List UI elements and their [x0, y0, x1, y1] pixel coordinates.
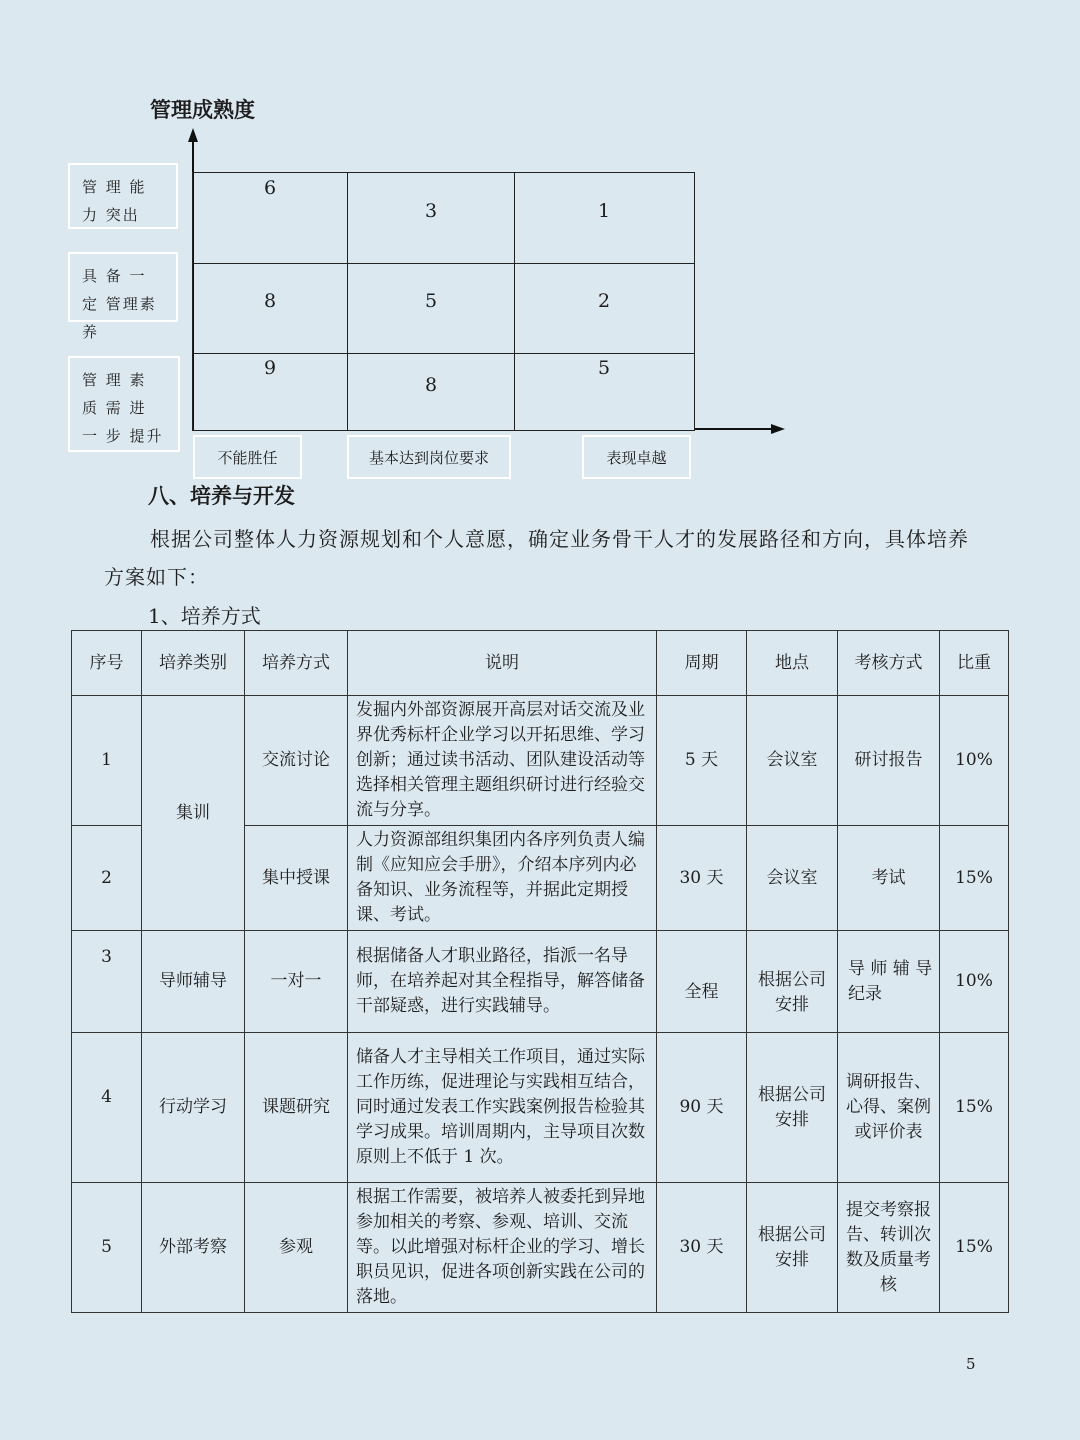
col-label-meets-requirements: 基本达到岗位要求 [347, 435, 511, 479]
header-cell: 周期 [657, 631, 747, 696]
cell-no: 4 [72, 1033, 142, 1183]
matrix-cell: 2 [597, 290, 611, 312]
cell-period: 90 天 [657, 1033, 747, 1183]
matrix-cell: 9 [263, 357, 277, 379]
cell-category: 行动学习 [142, 1033, 245, 1183]
cell-method: 参观 [245, 1183, 348, 1313]
header-cell: 比重 [940, 631, 1009, 696]
cell-place: 根据公司安排 [747, 1183, 838, 1313]
table-row [72, 931, 1009, 1033]
col-label-excellent: 表现卓越 [582, 435, 691, 479]
cell-period: 全程 [657, 931, 747, 1033]
cell-no: 5 [72, 1183, 142, 1313]
table-header-row [72, 631, 1009, 696]
cell-assess: 调研报告、心得、案例或评价表 [838, 1033, 940, 1183]
cell-place: 根据公司安排 [747, 1033, 838, 1183]
cell-desc: 根据储备人才职业路径，指派一名导师，在培养起对其全程指导，解答储备干部疑惑，进行实践辅导。 [348, 931, 657, 1033]
cell-weight: 10% [940, 931, 1009, 1033]
row-label-needs-improvement: 管 理 素 质 需 进 一 步 提升 [68, 356, 180, 452]
matrix-cell: 8 [263, 290, 277, 312]
cell-method: 课题研究 [245, 1033, 348, 1183]
matrix-cell: 1 [597, 200, 611, 222]
header-cell: 说明 [348, 631, 657, 696]
row-label-competent: 具 备 一 定 管理素养 [68, 252, 178, 322]
matrix-cell: 8 [424, 374, 438, 396]
cell-method: 一对一 [245, 931, 348, 1033]
cell-weight: 15% [940, 826, 1009, 931]
matrix-cell: 3 [424, 200, 438, 222]
col-label-incompetent: 不能胜任 [193, 435, 302, 479]
row-label-outstanding: 管 理 能 力 突出 [68, 163, 178, 229]
table-row [72, 1183, 1009, 1313]
header-cell: 考核方式 [838, 631, 940, 696]
section-heading: 八、培养与开发 [148, 484, 295, 508]
page-number: 5 [966, 1355, 976, 1373]
cell-category: 集训 [142, 696, 245, 931]
cell-period: 30 天 [657, 826, 747, 931]
cell-desc: 人力资源部组织集团内各序列负责人编制《应知应会手册》，介绍本序列内必备知识、业务流程等，并据此定期授课、考试。 [348, 826, 657, 931]
cell-period: 30 天 [657, 1183, 747, 1313]
maturity-matrix [192, 172, 695, 431]
cell-weight: 10% [940, 696, 1009, 826]
cell-method: 集中授课 [245, 826, 348, 931]
cell-place: 会议室 [747, 826, 838, 931]
cell-assess: 研讨报告 [838, 696, 940, 826]
cell-place: 会议室 [747, 696, 838, 826]
cell-period: 5 天 [657, 696, 747, 826]
header-cell: 培养方式 [245, 631, 348, 696]
table-row [72, 1033, 1009, 1183]
header-cell: 培养类别 [142, 631, 245, 696]
header-cell: 地点 [747, 631, 838, 696]
matrix-y-axis-label: 管理成熟度 [150, 98, 255, 122]
header-cell: 序号 [72, 631, 142, 696]
cell-no: 2 [72, 826, 142, 931]
cell-category: 外部考察 [142, 1183, 245, 1313]
cell-desc: 根据工作需要，被培养人被委托到异地参加相关的考察、参观、培训、交流等。以此增强对标杆企业的学习、增长职员见识，促进各项创新实践在公司的落地。 [348, 1183, 657, 1313]
cell-assess: 导 师 辅 导纪录 [838, 931, 940, 1033]
cell-desc: 储备人才主导相关工作项目，通过实际工作历练，促进理论与实践相互结合，同时通过发表工作实践案例报告检验其学习成果。培训周期内，主导项目次数原则上不低于 1 次。 [348, 1033, 657, 1183]
cell-assess: 考试 [838, 826, 940, 931]
cell-category: 导师辅导 [142, 931, 245, 1033]
cell-method: 交流讨论 [245, 696, 348, 826]
cell-no: 3 [72, 931, 142, 1033]
matrix-cell: 5 [597, 357, 611, 379]
subheading: 1、培养方式 [148, 604, 261, 628]
matrix-cell: 6 [263, 177, 277, 199]
table-row [72, 696, 1009, 826]
cell-no: 1 [72, 696, 142, 826]
intro-paragraph: 根据公司整体人力资源规划和个人意愿，确定业务骨干人才的发展路径和方向，具体培养方案如下： [104, 527, 969, 589]
cell-weight: 15% [940, 1033, 1009, 1183]
cell-assess: 提交考察报告、转训次数及质量考核 [838, 1183, 940, 1313]
training-table [71, 630, 1009, 1313]
matrix-cell: 5 [424, 290, 438, 312]
cell-desc: 发掘内外部资源展开高层对话交流及业界优秀标杆企业学习以开拓思维、学习创新；通过读书活动、团队建设活动等选择相关管理主题组织研讨进行经验交流与分享。 [348, 696, 657, 826]
cell-place: 根据公司安排 [747, 931, 838, 1033]
cell-weight: 15% [940, 1183, 1009, 1313]
